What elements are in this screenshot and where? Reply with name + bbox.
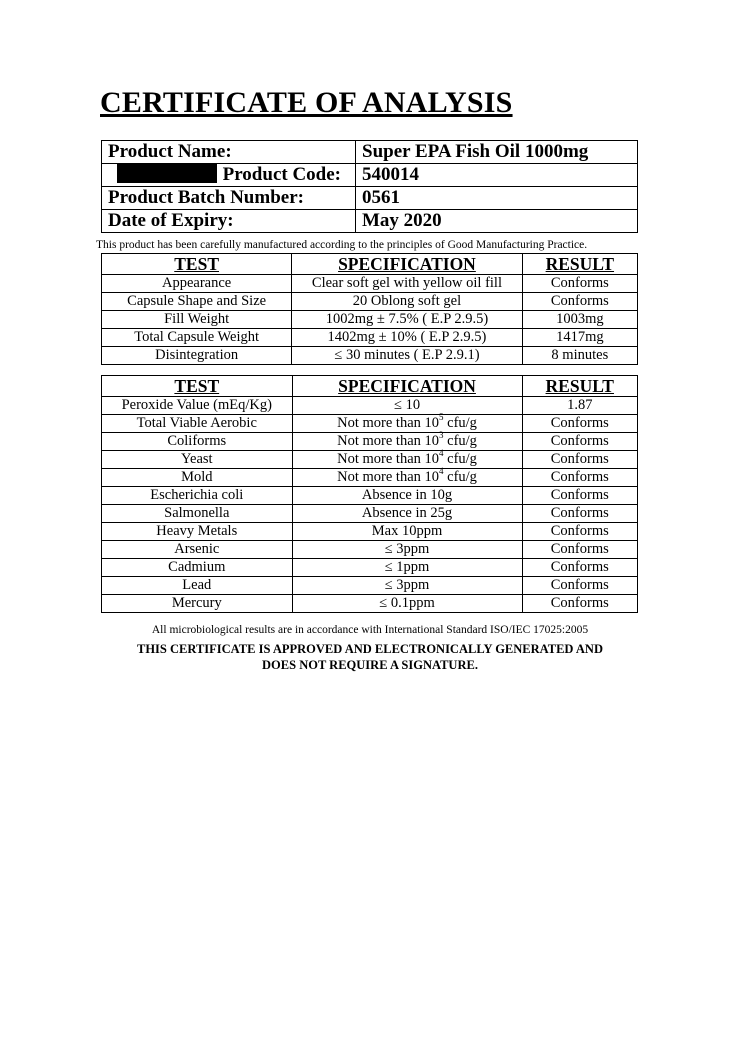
spec-unit: cfu/g — [443, 415, 477, 431]
table-row — [102, 523, 638, 541]
table-row — [102, 469, 638, 487]
document-title: CERTIFICATE OF ANALYSIS — [100, 86, 513, 119]
specification-cell — [292, 466, 522, 487]
table-row — [102, 415, 638, 433]
specification-cell: ≤ 0.1ppm — [292, 595, 522, 613]
test-name-cell: Coliforms — [102, 433, 293, 451]
test-name-cell: Capsule Shape and Size — [102, 293, 292, 311]
test-name-cell: Mercury — [102, 595, 293, 613]
test-name-cell: Arsenic — [102, 541, 293, 559]
result-cell: Conforms — [522, 451, 637, 469]
specification-cell: 1002mg ± 7.5% ( E.P 2.9.5) — [292, 311, 522, 329]
result-cell: Conforms — [522, 595, 637, 613]
table-row — [102, 505, 638, 523]
gmp-note: This product has been carefully manufactured according to the principles of Good Manufacturing Practice. — [96, 239, 588, 251]
specification-cell — [292, 430, 522, 451]
table-row — [102, 487, 638, 505]
header-specification: SPECIFICATION — [292, 254, 522, 275]
result-cell: Conforms — [522, 505, 637, 523]
header-specification: SPECIFICATION — [292, 376, 522, 397]
table-row — [102, 397, 638, 415]
expiry-label: Date of Expiry: — [102, 210, 356, 233]
test-name-cell: Disintegration — [102, 347, 292, 365]
specification-cell: ≤ 3ppm — [292, 541, 522, 559]
chemical-micro-tests-table — [101, 375, 638, 613]
approval-line-1: THIS CERTIFICATE IS APPROVED AND ELECTRONICALLY GENERATED AND — [137, 642, 603, 656]
header-result: RESULT — [522, 376, 637, 397]
spec-text: Not more than 10 — [337, 469, 440, 485]
specification-cell: ≤ 10 — [292, 397, 522, 415]
result-cell: Conforms — [522, 523, 637, 541]
specification-cell: Clear soft gel with yellow oil fill — [292, 275, 522, 293]
test-name-cell: Total Capsule Weight — [102, 329, 292, 347]
table-row — [102, 293, 638, 311]
approval-line-2: DOES NOT REQUIRE A SIGNATURE. — [262, 658, 478, 672]
header-test: TEST — [102, 376, 293, 397]
table-row — [102, 311, 638, 329]
table-row — [102, 577, 638, 595]
spec-exponent: 5 — [439, 412, 444, 423]
specification-cell — [292, 412, 522, 433]
spec-text: Not more than 10 — [337, 433, 440, 449]
header-test: TEST — [102, 254, 292, 275]
result-cell: Conforms — [522, 415, 637, 433]
test-name-cell: Heavy Metals — [102, 523, 293, 541]
table-row — [102, 541, 638, 559]
spec-exponent: 4 — [439, 448, 444, 459]
test-name-cell: Salmonella — [102, 505, 293, 523]
product-name-row — [102, 141, 638, 164]
specification-cell: 1402mg ± 10% ( E.P 2.9.5) — [292, 329, 522, 347]
approval-statement — [0, 641, 740, 673]
test-name-cell: Escherichia coli — [102, 487, 293, 505]
result-cell: Conforms — [522, 469, 637, 487]
product-name-label: Product Name: — [102, 141, 356, 164]
header-result: RESULT — [522, 254, 637, 275]
table-row — [102, 559, 638, 577]
test-name-cell: Mold — [102, 469, 293, 487]
physical-tests-table — [101, 253, 638, 365]
table-header-row — [102, 254, 638, 275]
table-header-row — [102, 376, 638, 397]
test-name-cell: Lead — [102, 577, 293, 595]
spec-exponent: 3 — [439, 430, 444, 441]
table-row — [102, 433, 638, 451]
spec-text: Not more than 10 — [337, 415, 440, 431]
spec-unit: cfu/g — [443, 433, 477, 449]
spec-unit: cfu/g — [443, 469, 477, 485]
result-cell: 8 minutes — [522, 347, 637, 365]
specification-cell: ≤ 3ppm — [292, 577, 522, 595]
redaction-block — [117, 164, 217, 183]
product-code-value: 540014 — [356, 164, 638, 187]
batch-number-value: 0561 — [356, 187, 638, 210]
test-name-cell: Appearance — [102, 275, 292, 293]
spec-unit: cfu/g — [443, 451, 477, 467]
result-cell: Conforms — [522, 293, 637, 311]
result-cell: Conforms — [522, 487, 637, 505]
result-cell: 1417mg — [522, 329, 637, 347]
expiry-value: May 2020 — [356, 210, 638, 233]
specification-cell: ≤ 1ppm — [292, 559, 522, 577]
batch-number-label: Product Batch Number: — [102, 187, 356, 210]
table-row — [102, 451, 638, 469]
result-cell: 1.87 — [522, 397, 637, 415]
table-row — [102, 347, 638, 365]
iso-note: All microbiological results are in accordance with International Standard ISO/IEC 17025:2005 — [151, 624, 589, 636]
product-code-label: Product Code: — [222, 164, 341, 185]
product-info-table — [101, 140, 638, 233]
result-cell: 1003mg — [522, 311, 637, 329]
product-code-cell — [102, 164, 356, 187]
specification-cell — [292, 448, 522, 469]
product-code-row — [102, 164, 638, 187]
test-name-cell: Yeast — [102, 451, 293, 469]
result-cell: Conforms — [522, 559, 637, 577]
expiry-row — [102, 210, 638, 233]
result-cell: Conforms — [522, 433, 637, 451]
result-cell: Conforms — [522, 275, 637, 293]
spec-exponent: 4 — [439, 466, 444, 477]
table-row — [102, 329, 638, 347]
product-name-value: Super EPA Fish Oil 1000mg — [356, 141, 638, 164]
test-name-cell: Fill Weight — [102, 311, 292, 329]
specification-cell: Max 10ppm — [292, 523, 522, 541]
test-name-cell: Total Viable Aerobic — [102, 415, 293, 433]
table-row — [102, 595, 638, 613]
spec-text: Not more than 10 — [337, 451, 440, 467]
test-name-cell: Peroxide Value (mEq/Kg) — [102, 397, 293, 415]
specification-cell: 20 Oblong soft gel — [292, 293, 522, 311]
result-cell: Conforms — [522, 577, 637, 595]
batch-number-row — [102, 187, 638, 210]
table-row — [102, 275, 638, 293]
specification-cell: Absence in 25g — [292, 505, 522, 523]
specification-cell: ≤ 30 minutes ( E.P 2.9.1) — [292, 347, 522, 365]
result-cell: Conforms — [522, 541, 637, 559]
specification-cell: Absence in 10g — [292, 487, 522, 505]
test-name-cell: Cadmium — [102, 559, 293, 577]
